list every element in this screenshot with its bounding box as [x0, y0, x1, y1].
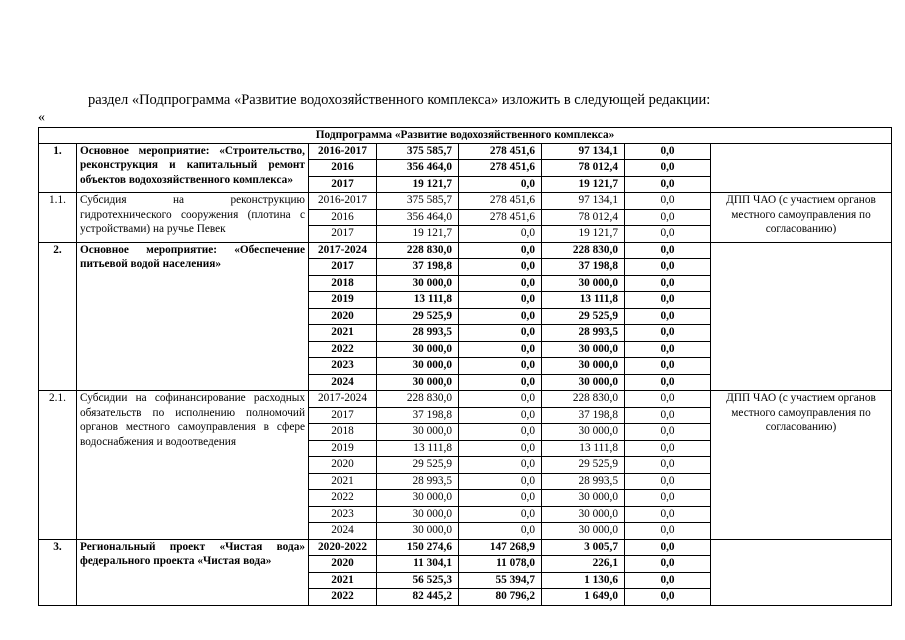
- col4-column: [459, 539, 542, 605]
- other-cell: 0,0: [660, 590, 675, 603]
- federal-cell: 147 268,9: [459, 540, 541, 557]
- other-cell: 0,0: [625, 573, 710, 590]
- total-cell: 13 111,8: [377, 441, 458, 458]
- year-cell: 2016: [309, 160, 376, 177]
- federal-cell: 0,0: [459, 325, 541, 342]
- years-column: [309, 539, 377, 605]
- other-cell: 0,0: [625, 160, 710, 177]
- total-cell: 19 121,7: [412, 177, 452, 190]
- regional-cell: 1 130,6: [542, 573, 624, 590]
- regional-cell: 37 198,8: [542, 408, 624, 425]
- regional-cell: 30 000,0: [542, 490, 624, 507]
- regional-cell: 228 830,0: [542, 243, 624, 260]
- regional-cell: 228 830,0: [542, 391, 624, 408]
- col5-column: [542, 193, 625, 243]
- total-cell: 30 000,0: [377, 276, 458, 293]
- regional-cell: 30 000,0: [542, 358, 624, 375]
- total-cell: 30 000,0: [412, 375, 452, 388]
- federal-cell: 0,0: [459, 441, 541, 458]
- row-name: Субсидия на реконструкцию гидротехнического сооружения (плотина с устройствами) на ручье Певек: [77, 193, 309, 243]
- regional-cell: 13 111,8: [542, 441, 624, 458]
- regional-cell: 30 000,0: [578, 375, 618, 388]
- year-cell: 2017-2024: [309, 391, 376, 408]
- year-cell: 2017: [331, 227, 354, 240]
- other-cell: 0,0: [625, 474, 710, 491]
- col6-column: [625, 539, 711, 605]
- year-cell: 2023: [309, 358, 376, 375]
- federal-cell: 55 394,7: [459, 573, 541, 590]
- total-cell: 29 525,9: [377, 309, 458, 326]
- year-cell: 2023: [309, 507, 376, 524]
- row-number: 1.: [39, 143, 77, 193]
- total-cell: 28 993,5: [377, 474, 458, 491]
- table-title: Подпрограмма «Развитие водохозяйственного комплекса»: [39, 128, 892, 144]
- regional-cell: 19 121,7: [578, 227, 618, 240]
- row-name: Основное мероприятие: «Обеспечение питьевой водой населения»: [77, 242, 309, 391]
- federal-cell: 0,0: [459, 342, 541, 359]
- year-cell: 2022: [331, 590, 354, 603]
- regional-cell: 78 012,4: [542, 160, 624, 177]
- year-cell: 2018: [309, 276, 376, 293]
- total-cell: 30 000,0: [377, 507, 458, 524]
- years-column: [309, 391, 377, 540]
- other-cell: 0,0: [660, 524, 675, 537]
- year-cell: 2016-2017: [309, 193, 376, 210]
- total-cell: 82 445,2: [412, 590, 452, 603]
- other-cell: 0,0: [625, 292, 710, 309]
- total-cell: 30 000,0: [412, 524, 452, 537]
- regional-cell: 29 525,9: [542, 309, 624, 326]
- col4-column: [459, 193, 542, 243]
- other-cell: 0,0: [660, 177, 675, 190]
- col5-column: [542, 242, 625, 391]
- year-cell: 2019: [309, 441, 376, 458]
- regional-cell: 30 000,0: [542, 507, 624, 524]
- federal-cell: 0,0: [459, 292, 541, 309]
- federal-cell: 0,0: [520, 177, 535, 190]
- regional-cell: 97 134,1: [542, 144, 624, 161]
- federal-cell: 278 451,6: [459, 160, 541, 177]
- executor-cell: [711, 242, 892, 391]
- regional-cell: 37 198,8: [542, 259, 624, 276]
- regional-cell: 30 000,0: [542, 424, 624, 441]
- year-cell: 2019: [309, 292, 376, 309]
- other-cell: 0,0: [625, 325, 710, 342]
- federal-cell: 0,0: [459, 259, 541, 276]
- total-cell: 30 000,0: [377, 342, 458, 359]
- total-cell: 30 000,0: [377, 424, 458, 441]
- col6-column: [625, 193, 711, 243]
- regional-cell: 226,1: [542, 556, 624, 573]
- federal-cell: 0,0: [459, 391, 541, 408]
- other-cell: 0,0: [625, 408, 710, 425]
- table-row: [39, 391, 892, 540]
- federal-cell: 0,0: [520, 524, 535, 537]
- other-cell: 0,0: [660, 227, 675, 240]
- other-cell: 0,0: [625, 424, 710, 441]
- table-row: [39, 539, 892, 605]
- other-cell: 0,0: [625, 193, 710, 210]
- federal-cell: 0,0: [459, 358, 541, 375]
- total-column: [377, 143, 459, 193]
- year-cell: 2016-2017: [309, 144, 376, 161]
- federal-cell: 0,0: [520, 227, 535, 240]
- federal-cell: 0,0: [459, 276, 541, 293]
- total-cell: 375 585,7: [377, 144, 458, 161]
- other-cell: 0,0: [625, 276, 710, 293]
- other-cell: 0,0: [625, 490, 710, 507]
- federal-cell: 278 451,6: [459, 210, 541, 227]
- total-cell: 29 525,9: [377, 457, 458, 474]
- other-cell: 0,0: [625, 259, 710, 276]
- total-cell: 30 000,0: [377, 358, 458, 375]
- year-cell: 2020: [309, 556, 376, 573]
- federal-cell: 0,0: [459, 309, 541, 326]
- program-table: [38, 127, 892, 606]
- federal-cell: 0,0: [459, 507, 541, 524]
- col4-column: [459, 391, 542, 540]
- row-name: Основное мероприятие: «Строительство, реконструкция и капитальный ремонт объектов водохозяйственного комплекса»: [77, 143, 309, 193]
- regional-cell: 97 134,1: [542, 193, 624, 210]
- row-name: Субсидии на софинансирование расходных обязательств по исполнению полномочий органов местного самоуправления в сфере водоснабжения и водоотведения: [77, 391, 309, 540]
- total-cell: 13 111,8: [377, 292, 458, 309]
- regional-cell: 3 005,7: [542, 540, 624, 557]
- total-cell: 228 830,0: [377, 243, 458, 260]
- year-cell: 2018: [309, 424, 376, 441]
- col5-column: [542, 143, 625, 193]
- regional-cell: 13 111,8: [542, 292, 624, 309]
- total-column: [377, 391, 459, 540]
- col6-column: [625, 143, 711, 193]
- executor-cell: [711, 539, 892, 605]
- year-cell: 2020: [309, 309, 376, 326]
- total-cell: 37 198,8: [377, 408, 458, 425]
- year-cell: 2016: [309, 210, 376, 227]
- col6-column: [625, 242, 711, 391]
- federal-cell: 11 078,0: [459, 556, 541, 573]
- federal-cell: 0,0: [459, 243, 541, 260]
- row-number: 2.: [39, 242, 77, 391]
- federal-cell: 0,0: [459, 424, 541, 441]
- row-number: 3.: [39, 539, 77, 605]
- other-cell: 0,0: [625, 309, 710, 326]
- years-column: [309, 193, 377, 243]
- table-title-row: [39, 128, 892, 144]
- other-cell: 0,0: [625, 391, 710, 408]
- table-row: [39, 242, 892, 391]
- col4-column: [459, 143, 542, 193]
- year-cell: 2017-2024: [309, 243, 376, 260]
- year-cell: 2020: [309, 457, 376, 474]
- total-cell: 228 830,0: [377, 391, 458, 408]
- intro-text: раздел «Подпрограмма «Развитие водохозяйственного комплекса» изложить в следующей редакции:: [88, 92, 711, 108]
- executor-cell: ДПП ЧАО (с участием органов местного самоуправления по согласованию): [711, 391, 892, 540]
- col6-column: [625, 391, 711, 540]
- total-cell: 56 525,3: [377, 573, 458, 590]
- other-cell: 0,0: [625, 144, 710, 161]
- total-cell: 356 464,0: [377, 160, 458, 177]
- open-quote: «: [38, 110, 45, 125]
- total-cell: 356 464,0: [377, 210, 458, 227]
- total-cell: 28 993,5: [377, 325, 458, 342]
- year-cell: 2021: [309, 474, 376, 491]
- year-cell: 2020-2022: [309, 540, 376, 557]
- year-cell: 2017: [309, 408, 376, 425]
- year-cell: 2017: [331, 177, 354, 190]
- year-cell: 2017: [309, 259, 376, 276]
- total-cell: 375 585,7: [377, 193, 458, 210]
- years-column: [309, 143, 377, 193]
- executor-cell: [711, 143, 892, 193]
- total-column: [377, 193, 459, 243]
- row-number: 2.1.: [39, 391, 77, 540]
- year-cell: 2021: [309, 325, 376, 342]
- executor-cell: ДПП ЧАО (с участием органов местного самоуправления по согласованию): [711, 193, 892, 243]
- total-cell: 37 198,8: [377, 259, 458, 276]
- other-cell: 0,0: [625, 540, 710, 557]
- federal-cell: 0,0: [459, 474, 541, 491]
- federal-cell: 0,0: [520, 375, 535, 388]
- regional-cell: 29 525,9: [542, 457, 624, 474]
- federal-cell: 0,0: [459, 457, 541, 474]
- regional-cell: 28 993,5: [542, 474, 624, 491]
- federal-cell: 80 796,2: [495, 590, 535, 603]
- table-row: [39, 143, 892, 193]
- table-row: [39, 193, 892, 243]
- regional-cell: 28 993,5: [542, 325, 624, 342]
- year-cell: 2021: [309, 573, 376, 590]
- col4-column: [459, 242, 542, 391]
- row-number: 1.1.: [39, 193, 77, 243]
- regional-cell: 30 000,0: [542, 276, 624, 293]
- other-cell: 0,0: [660, 375, 675, 388]
- year-cell: 2022: [309, 342, 376, 359]
- regional-cell: 78 012,4: [542, 210, 624, 227]
- total-cell: 19 121,7: [412, 227, 452, 240]
- row-name: Региональный проект «Чистая вода» федерального проекта «Чистая вода»: [77, 539, 309, 605]
- years-column: [309, 242, 377, 391]
- other-cell: 0,0: [625, 342, 710, 359]
- regional-cell: 30 000,0: [542, 342, 624, 359]
- other-cell: 0,0: [625, 358, 710, 375]
- other-cell: 0,0: [625, 507, 710, 524]
- col5-column: [542, 539, 625, 605]
- other-cell: 0,0: [625, 210, 710, 227]
- total-column: [377, 242, 459, 391]
- regional-cell: 19 121,7: [578, 177, 618, 190]
- total-cell: 30 000,0: [377, 490, 458, 507]
- year-cell: 2024: [331, 524, 354, 537]
- total-cell: 150 274,6: [377, 540, 458, 557]
- col5-column: [542, 391, 625, 540]
- regional-cell: 30 000,0: [578, 524, 618, 537]
- other-cell: 0,0: [625, 556, 710, 573]
- other-cell: 0,0: [625, 441, 710, 458]
- other-cell: 0,0: [625, 243, 710, 260]
- total-cell: 11 304,1: [377, 556, 458, 573]
- year-cell: 2022: [309, 490, 376, 507]
- federal-cell: 0,0: [459, 490, 541, 507]
- other-cell: 0,0: [625, 457, 710, 474]
- federal-cell: 278 451,6: [459, 193, 541, 210]
- year-cell: 2024: [331, 375, 354, 388]
- federal-cell: 278 451,6: [459, 144, 541, 161]
- federal-cell: 0,0: [459, 408, 541, 425]
- regional-cell: 1 649,0: [584, 590, 618, 603]
- total-column: [377, 539, 459, 605]
